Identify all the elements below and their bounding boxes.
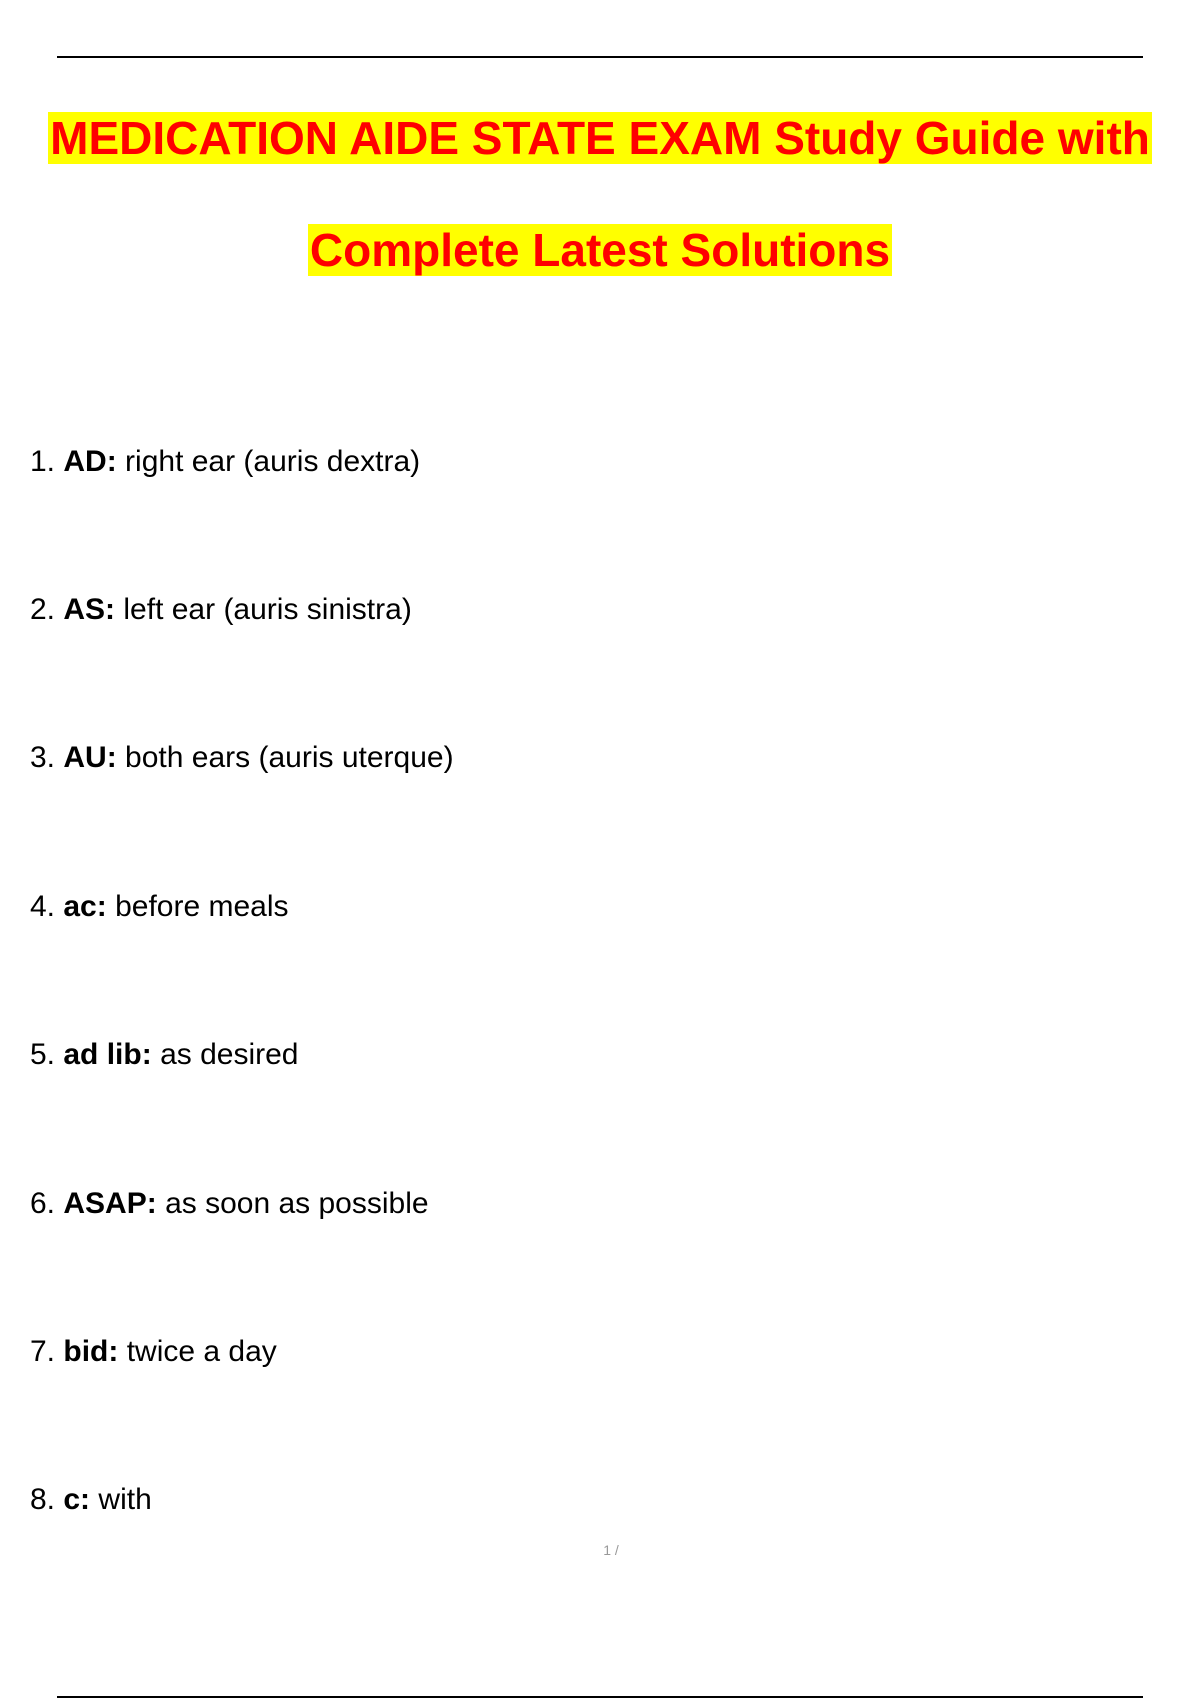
item-term: AD: bbox=[63, 445, 117, 478]
item-number: 7. bbox=[30, 1335, 56, 1368]
item-definition: left ear (auris sinistra) bbox=[123, 593, 412, 626]
item-term: ASAP: bbox=[63, 1187, 157, 1220]
list-item bbox=[30, 1334, 277, 1370]
item-definition: both ears (auris uterque) bbox=[125, 741, 454, 774]
list-item bbox=[30, 1186, 429, 1222]
item-definition: twice a day bbox=[126, 1335, 277, 1368]
item-term: AU: bbox=[63, 741, 117, 774]
page-number: 1 / bbox=[603, 1542, 619, 1558]
list-item bbox=[30, 592, 412, 628]
item-number: 5. bbox=[30, 1038, 56, 1071]
item-definition: right ear (auris dextra) bbox=[125, 445, 421, 478]
title-highlight-1: MEDICATION AIDE STATE EXAM Study Guide with bbox=[50, 112, 1150, 164]
item-term: AS: bbox=[63, 593, 116, 626]
item-definition: as desired bbox=[160, 1038, 299, 1071]
list-item bbox=[30, 889, 289, 925]
list-item bbox=[30, 740, 454, 776]
item-number: 4. bbox=[30, 890, 56, 923]
item-definition: as soon as possible bbox=[165, 1187, 429, 1220]
item-number: 2. bbox=[30, 593, 56, 626]
top-divider bbox=[57, 56, 1143, 58]
item-number: 6. bbox=[30, 1187, 56, 1220]
item-number: 8. bbox=[30, 1483, 56, 1516]
bottom-divider bbox=[57, 1696, 1143, 1698]
item-definition: with bbox=[98, 1483, 152, 1516]
list-item bbox=[30, 1482, 152, 1518]
list-item bbox=[30, 444, 420, 480]
item-term: bid: bbox=[63, 1335, 119, 1368]
document-title-line-2 bbox=[0, 222, 1200, 278]
item-number: 1. bbox=[30, 445, 56, 478]
item-term: c: bbox=[63, 1483, 91, 1516]
item-definition: before meals bbox=[115, 890, 289, 923]
item-term: ac: bbox=[63, 890, 107, 923]
document-title-line-1 bbox=[0, 110, 1200, 166]
title-highlight-2: Complete Latest Solutions bbox=[309, 224, 891, 276]
item-term: ad lib: bbox=[63, 1038, 152, 1071]
list-item bbox=[30, 1037, 298, 1073]
item-number: 3. bbox=[30, 741, 56, 774]
